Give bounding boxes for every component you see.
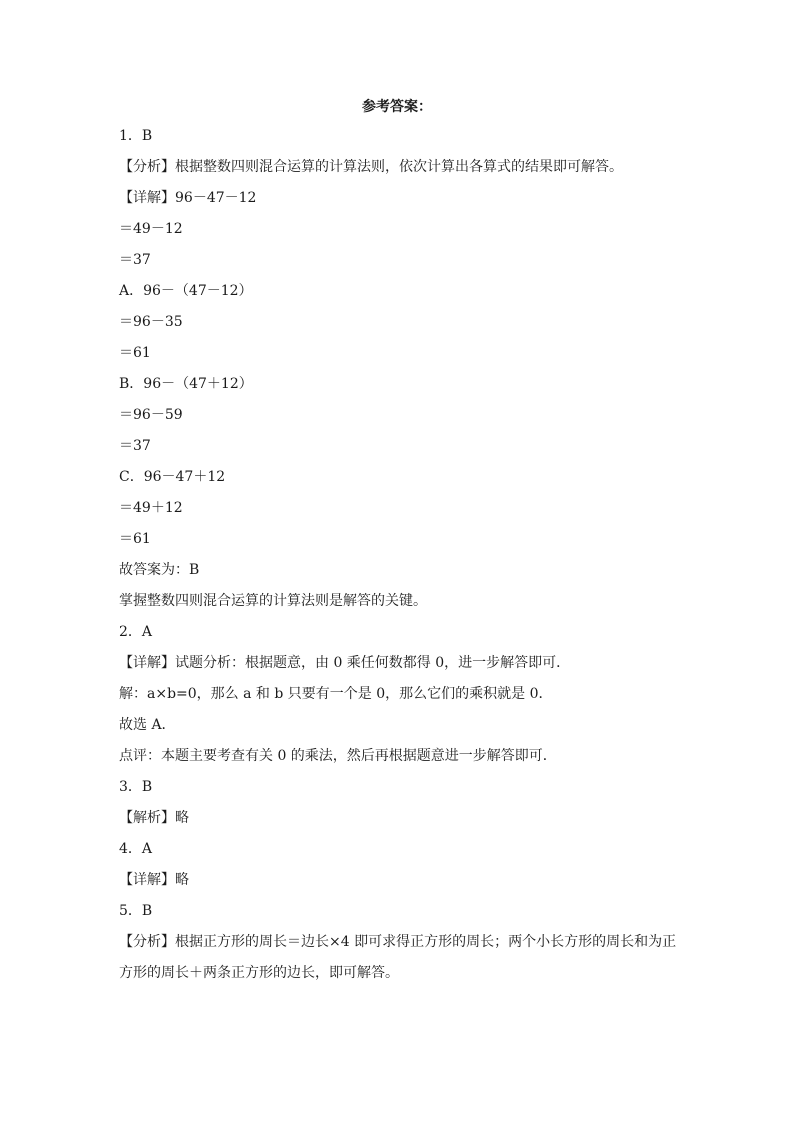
detail-line: 【详解】96－47－12 [119, 190, 257, 206]
detail-line: 【详解】略 [119, 872, 189, 888]
calc-step: ＝37 [119, 252, 151, 268]
calc-step: ＝37 [119, 438, 151, 454]
calc-step: ＝96－35 [119, 314, 183, 330]
calc-step: ＝61 [119, 345, 151, 361]
option-line: C．96－47＋12 [119, 469, 226, 485]
detail-line: 【详解】试题分析：根据题意，由 0 乘任何数都得 0，进一步解答即可． [119, 655, 571, 671]
conclusion-line: 故答案为：B [119, 562, 200, 578]
solution-line: 解：a×b=0，那么 a 和 b 只要有一个是 0，那么它们的乘积就是 0． [119, 686, 553, 702]
answer-number: 4．A [119, 841, 153, 857]
comment-line: 点评：本题主要考查有关 0 的乘法，然后再根据题意进一步解答即可． [119, 748, 557, 764]
answer-number: 3．B [119, 779, 153, 795]
calc-step: ＝49－12 [119, 221, 183, 237]
answer-number: 5．B [119, 903, 153, 919]
analysis-line: 【解析】略 [119, 810, 189, 826]
analysis-line: 【分析】根据整数四则混合运算的计算法则，依次计算出各算式的结果即可解答。 [119, 159, 623, 175]
option-line: B．96－（47＋12） [119, 376, 253, 392]
answer-number: 2．A [119, 624, 153, 640]
analysis-line: 【分析】根据正方形的周长＝边长×4 即可求得正方形的周长；两个小长方形的周长和为正方形的周长＋两条正方形的边长，即可解答。 [119, 934, 677, 981]
summary-line: 掌握整数四则混合运算的计算法则是解答的关键。 [119, 593, 427, 609]
calc-step: ＝96－59 [119, 407, 183, 423]
answer-number: 1．B [119, 128, 153, 144]
calc-step: ＝49＋12 [119, 500, 183, 516]
option-line: A．96－（47－12） [119, 283, 253, 299]
page-title: 参考答案： [362, 99, 432, 115]
answer-content [119, 121, 679, 989]
conclusion-line: 故选 A． [119, 717, 176, 733]
calc-step: ＝61 [119, 531, 151, 547]
